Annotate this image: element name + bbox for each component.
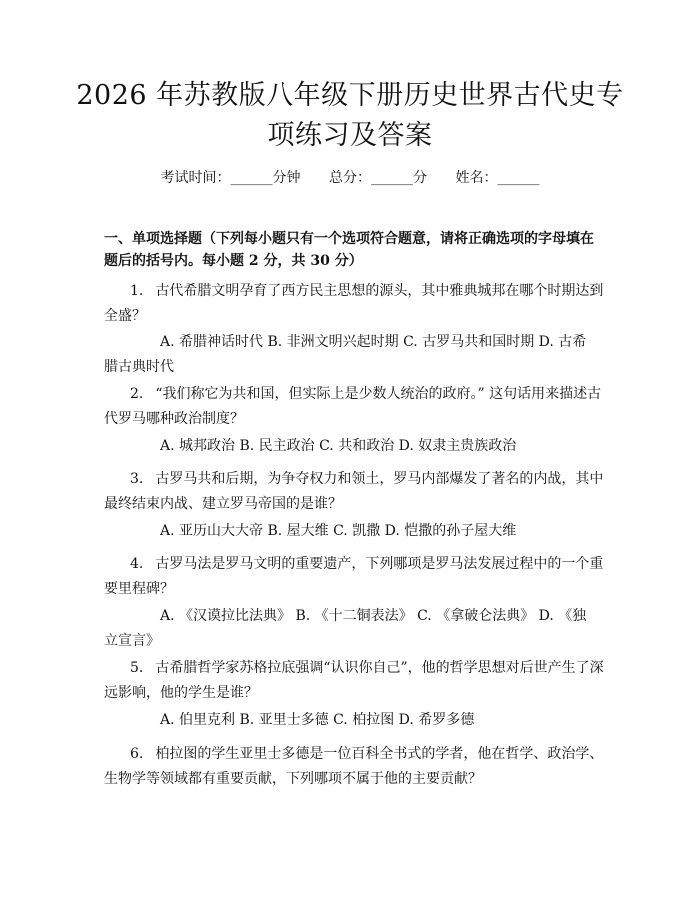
question-4 — [104, 552, 604, 602]
question-number: 2. — [130, 386, 144, 402]
question-3-options: A. 亚历山大大帝 B. 屋大维 C. 凯撒 D. 恺撒的孙子屋大维 — [160, 523, 517, 539]
question-text: “我们称它为共和国，但实际上是少数人统治的政府。” 这句话用来描述古代罗马哪种政治制度？ — [104, 386, 602, 427]
question-3 — [104, 467, 604, 517]
question-text: 古罗马共和后期，为争夺权力和领土，罗马内部爆发了著名的内战，其中最终结束内战、建立罗马帝国的是谁？ — [104, 471, 604, 512]
question-2-options: A. 城邦政治 B. 民主政治 C. 共和政治 D. 奴隶主贵族政治 — [160, 438, 517, 454]
question-4-options: A. 《汉谟拉比法典》 B. 《十二铜表法》 C. 《拿破仑法典》 D. 《独立宣言》 — [104, 608, 587, 649]
section-heading: 一、单项选择题（下列每小题只有一个选项符合题意，请将正确选项的字母填在题后的括号内。每小题 2 分，共 30 分） — [104, 231, 594, 269]
question-number: 5. — [130, 660, 144, 676]
total-score-field: 总分：______分 — [329, 170, 427, 186]
student-name-field: 姓名：______ — [455, 170, 540, 186]
exam-meta — [0, 168, 700, 188]
question-text: 柏拉图的学生亚里士多德是一位百科全书式的学者，他在哲学、政治学、生物学等领域都有重要贡献，下列哪项不属于他的主要贡献？ — [104, 746, 604, 787]
question-6 — [104, 742, 604, 792]
question-number: 3. — [130, 471, 144, 487]
question-number: 1. — [130, 283, 144, 299]
question-1 — [104, 279, 604, 329]
question-number: 6. — [130, 746, 144, 762]
question-text: 古代希腊文明孕育了西方民主思想的源头，其中雅典城邦在哪个时期达到全盛？ — [104, 283, 604, 324]
question-text: 古希腊哲学家苏格拉底强调“认识你自己”，他的哲学思想对后世产生了深远影响，他的学生是谁？ — [104, 660, 604, 701]
exam-time-field: 考试时间：______分钟 — [160, 170, 301, 186]
question-2 — [104, 382, 604, 432]
question-5 — [104, 656, 604, 706]
document-title: 2026 年苏教版八年级下册历史世界古代史专项练习及答案 — [76, 80, 624, 151]
question-1-options: A. 希腊神话时代 B. 非洲文明兴起时期 C. 古罗马共和国时期 D. 古希腊古典时代 — [104, 334, 587, 375]
question-text: 古罗马法是罗马文明的重要遗产，下列哪项是罗马法发展过程中的一个重要里程碑？ — [104, 556, 604, 597]
question-number: 4. — [130, 556, 144, 572]
question-5-options: A. 伯里克利 B. 亚里士多德 C. 柏拉图 D. 希罗多德 — [160, 712, 475, 728]
